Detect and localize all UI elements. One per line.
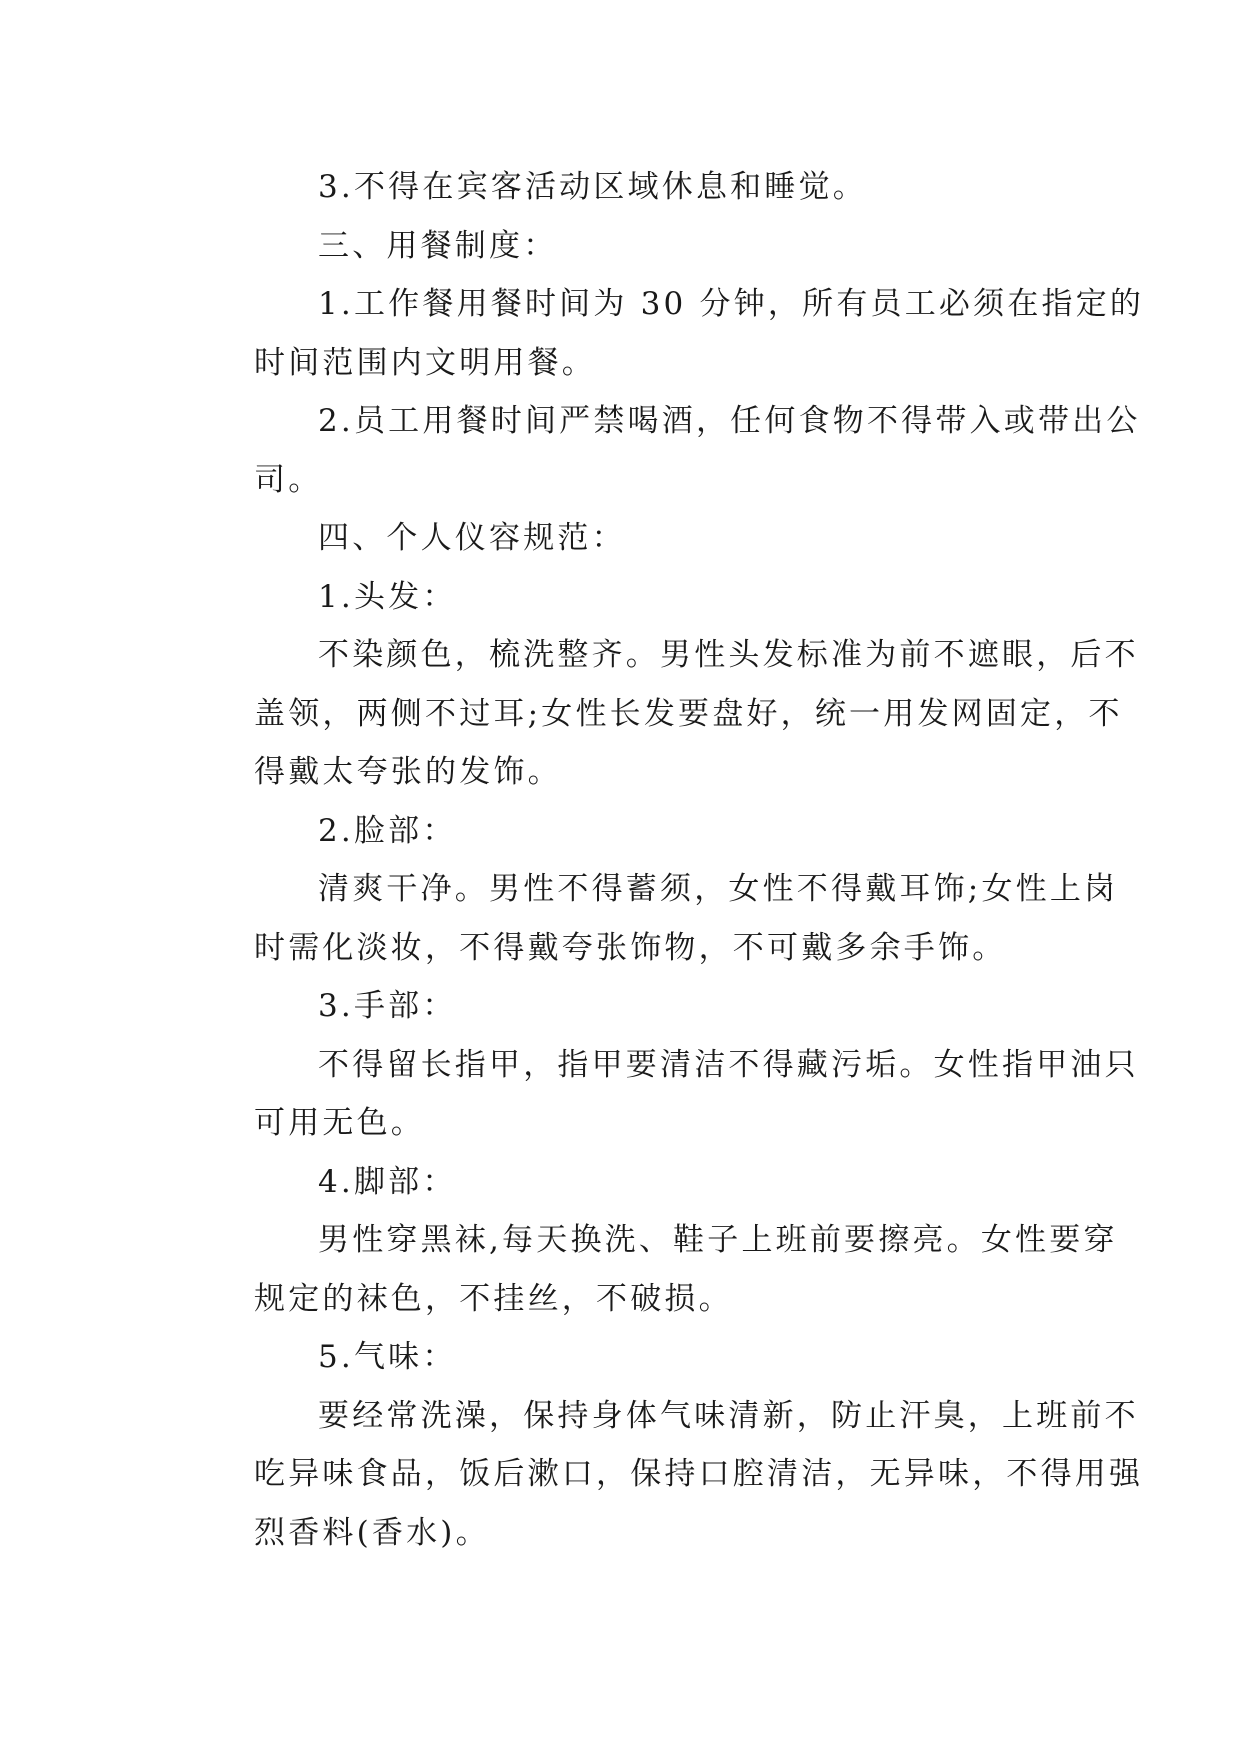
paragraph-dining-rule-1	[190, 275, 1145, 392]
text-line: 吃异味食品，饭后漱口，保持口腔清洁，无异味，不得用强	[254, 1456, 1144, 1492]
paragraph-hair	[190, 626, 1139, 802]
paragraph-rest-rule-3	[190, 158, 1050, 217]
text-line: 不得留长指甲，指甲要清洁不得藏污垢。女性指甲油只	[318, 1046, 1139, 1083]
text-line: 规定的袜色，不挂丝，不破损。	[254, 1280, 733, 1317]
subheading-odor	[190, 1328, 1050, 1387]
paragraph-face	[190, 860, 1119, 977]
paragraph-odor	[190, 1387, 1144, 1563]
subheading-feet	[190, 1153, 1050, 1212]
subheading-hair	[190, 568, 1050, 627]
text-line: 不染颜色，梳洗整齐。男性头发标准为前不遮眼，后不	[318, 637, 1139, 673]
document-body	[190, 158, 1145, 1562]
subsection-heading: 1.头发：	[318, 578, 457, 615]
subheading-hands	[190, 977, 1050, 1036]
paragraph-feet	[190, 1211, 1118, 1328]
text-line: 2.员工用餐时间严禁喝酒，任何食物不得带入或带出公	[318, 403, 1141, 439]
text-line: 时需化淡妆，不得戴夸张饰物，不可戴多余手饰。	[254, 929, 1007, 966]
section-heading: 三、用餐制度：	[318, 227, 558, 264]
paragraph-hands	[190, 1036, 1139, 1153]
text-line: 3.不得在宾客活动区域休息和睡觉。	[318, 169, 867, 205]
heading-grooming-standards	[190, 509, 1050, 568]
section-heading: 四、个人仪容规范：	[318, 520, 626, 556]
subsection-heading: 5.气味：	[318, 1339, 457, 1375]
text-line: 烈香料(香水)。	[254, 1514, 490, 1551]
text-line: 可用无色。	[254, 1105, 425, 1141]
subsection-heading: 4.脚部：	[318, 1163, 457, 1200]
text-line: 清爽干净。男性不得蓄须，女性不得戴耳饰;女性上岗	[318, 871, 1119, 907]
subheading-face	[190, 802, 1050, 861]
text-line: 司。	[254, 461, 323, 498]
paragraph-dining-rule-2	[190, 392, 1141, 509]
text-line: 时间范围内文明用餐。	[254, 344, 596, 381]
text-line: 盖领，两侧不过耳;女性长发要盘好，统一用发网固定，不	[254, 695, 1123, 732]
heading-dining-policy	[190, 217, 1050, 276]
text-line: 要经常洗澡，保持身体气味清新，防止汗臭，上班前不	[318, 1397, 1139, 1434]
text-line: 男性穿黑袜,每天换洗、鞋子上班前要擦亮。女性要穿	[318, 1222, 1118, 1258]
text-line: 得戴太夸张的发饰。	[254, 754, 562, 790]
text-line: 1.工作餐用餐时间为 30 分钟，所有员工必须在指定的	[318, 286, 1145, 322]
subsection-heading: 3.手部：	[318, 988, 457, 1024]
subsection-heading: 2.脸部：	[318, 812, 457, 849]
